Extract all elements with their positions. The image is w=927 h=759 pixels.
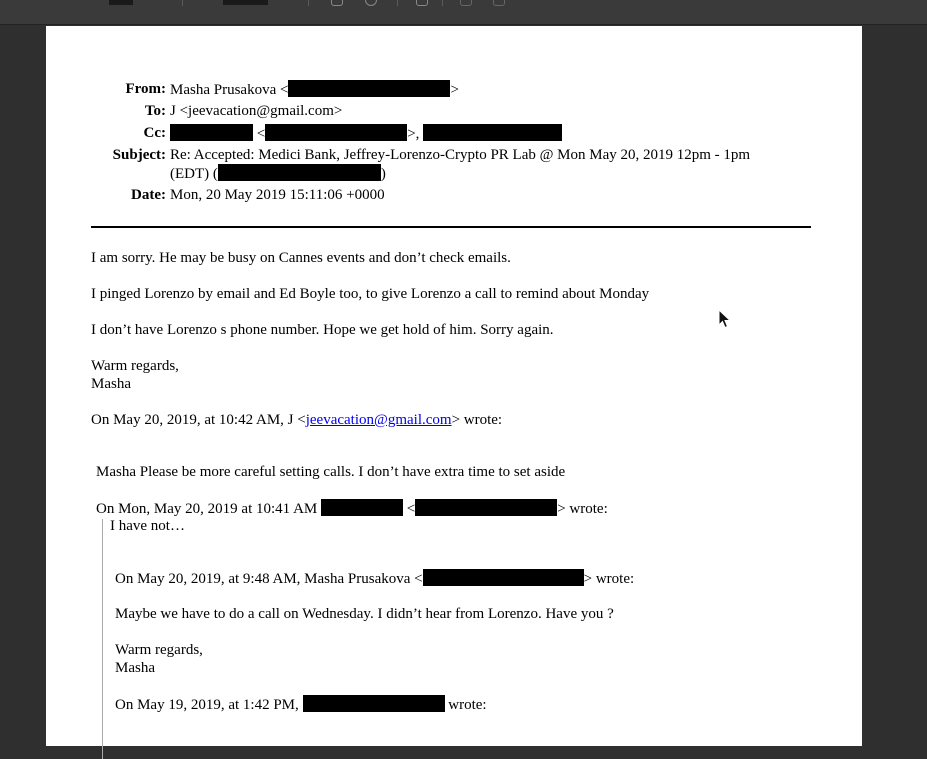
quoted-line: Maybe we have to do a call on Wednesday. I didn’t hear from Lorenzo. Have you ? [115, 606, 614, 622]
date-value: Mon, 20 May 2019 15:11:06 +0000 [170, 187, 385, 203]
from-end: > [450, 82, 459, 98]
toolbar-separator [442, 0, 443, 6]
attribution-text: < [406, 501, 416, 517]
redaction [423, 569, 584, 586]
body-line: I don’t have Lorenzo s phone number. Hope we get hold of him. Sorry again. [91, 322, 554, 338]
print-icon[interactable] [331, 0, 343, 6]
redaction [170, 124, 253, 141]
subject-line2 [170, 164, 386, 183]
signature: Masha [91, 376, 131, 392]
mouse-cursor-icon [718, 309, 732, 329]
signature: Masha [115, 660, 155, 676]
toolbar-button[interactable] [109, 0, 133, 5]
quote-attribution [96, 499, 608, 518]
quote-attribution [115, 569, 634, 588]
subject-line2a: (EDT) ( [170, 166, 218, 182]
document-page [46, 26, 862, 746]
body-line: I pinged Lorenzo by email and Ed Boyle too, to give Lorenzo a call to remind about Monday [91, 286, 650, 302]
cc-value [170, 124, 562, 143]
quoted-line: Masha Please be more careful setting calls. I don’t have extra time to set aside [96, 464, 566, 480]
viewer-toolbar [0, 0, 927, 25]
body-line: I am sorry. He may be busy on Cannes events and don’t check emails. [91, 250, 511, 266]
to-value: J <jeevacation@gmail.com> [170, 103, 343, 119]
quote-attribution [115, 695, 487, 714]
subject-label: Subject: [112, 147, 166, 163]
from-label: From: [125, 81, 166, 97]
to-label: To: [144, 103, 166, 119]
attribution-text: On May 20, 2019, at 10:42 AM, J < [91, 412, 306, 428]
redaction [303, 695, 445, 712]
quoted-line: I have not… [110, 518, 185, 534]
cc-sep: >, [407, 126, 420, 142]
edit-icon[interactable] [416, 0, 428, 6]
zoom-in-icon[interactable] [493, 0, 505, 6]
redaction [415, 499, 557, 516]
redaction [288, 80, 450, 97]
quote-bar [102, 519, 103, 759]
toolbar-separator [182, 0, 183, 6]
zoom-out-icon[interactable] [460, 0, 472, 6]
redaction [321, 499, 403, 516]
attribution-text: wrote: [448, 697, 487, 713]
rotate-icon[interactable] [365, 0, 377, 6]
from-name: Masha Prusakova < [170, 82, 289, 98]
header-divider [91, 226, 811, 228]
from-value [170, 80, 459, 99]
email-link[interactable]: jeevacation@gmail.com [305, 412, 452, 428]
closing: Warm regards, [91, 358, 179, 374]
attribution-text: On Mon, May 20, 2019 at 10:41 AM [96, 501, 318, 517]
closing: Warm regards, [115, 642, 203, 658]
quote-attribution [91, 411, 502, 429]
toolbar-separator [397, 0, 398, 6]
cc-lt: < [256, 126, 266, 142]
redaction [423, 124, 562, 141]
subject-line2b: ) [380, 166, 386, 182]
attribution-text: On May 19, 2019, at 1:42 PM, [115, 697, 299, 713]
attribution-text: > wrote: [557, 501, 608, 517]
cc-label: Cc: [143, 125, 166, 141]
attribution-text: On May 20, 2019, at 9:48 AM, Masha Prusakova < [115, 571, 423, 587]
redaction [218, 164, 381, 181]
toolbar-separator [308, 0, 309, 6]
subject-line1: Re: Accepted: Medici Bank, Jeffrey-Lorenzo-Crypto PR Lab @ Mon May 20, 2019 12pm - 1pm [170, 147, 751, 163]
page-number-field[interactable] [223, 0, 268, 5]
attribution-text: > wrote: [451, 412, 503, 428]
redaction [265, 124, 407, 141]
attribution-text: > wrote: [583, 571, 635, 587]
date-label: Date: [131, 187, 166, 203]
